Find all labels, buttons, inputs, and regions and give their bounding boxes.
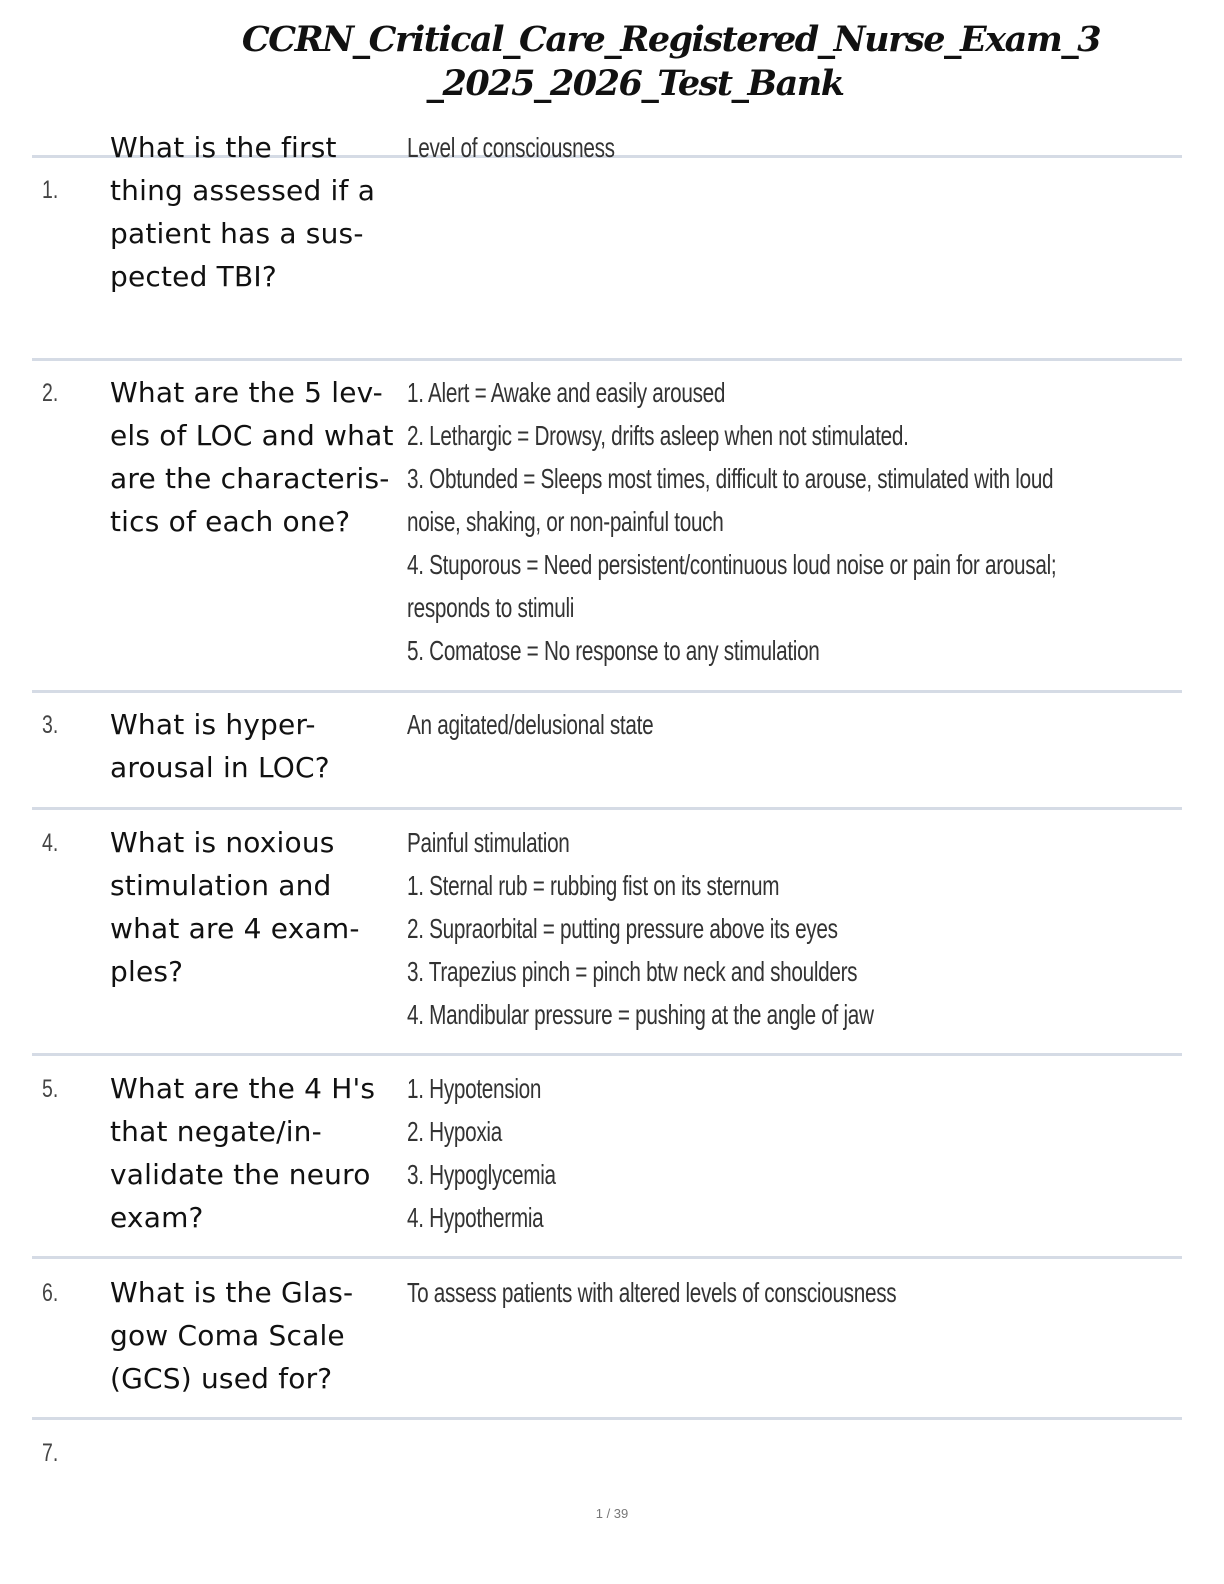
row-divider (32, 1053, 1182, 1056)
page-indicator: 1 / 39 (595, 1506, 629, 1521)
answer-text (407, 1067, 1147, 1239)
item-number: 6. (42, 1279, 59, 1307)
answer-line: 4. Mandibular pressure = pushing at the angle of jaw (407, 999, 874, 1030)
question-text: What is hyper-arousal in LOC? (110, 708, 330, 784)
answer-line: 2. Supraorbital = putting pressure above its eyes (407, 913, 838, 944)
answer-text (407, 1271, 1147, 1314)
question-text: What is the first thing assessed if a patient has a sus-pected TBI? (110, 131, 376, 293)
answer-line: 2. Lethargic = Drowsy, drifts asleep when not stimulated. (407, 420, 909, 451)
row-divider (32, 1256, 1182, 1259)
title-line-1: CCRN_Critical_Care_Registered_Nurse_Exam_3 (241, 19, 1101, 60)
answer-line: 1. Hypotension (407, 1073, 542, 1104)
answer-text (407, 371, 1147, 672)
answer-text (407, 703, 1147, 746)
answer-text (407, 821, 1147, 1036)
question-text: What is the Glas-gow Coma Scale (GCS) used for? (110, 1276, 354, 1395)
row-divider (32, 690, 1182, 693)
question-text: What are the 4 H's that negate/in-validate the neuro exam? (110, 1072, 376, 1234)
item-number: 4. (42, 829, 59, 857)
title-line-2: _2025_2026_Test_Bank (426, 63, 844, 104)
answer-line: 4. Hypothermia (407, 1202, 544, 1233)
item-number: 5. (42, 1075, 59, 1103)
answer-line: 4. Stuporous = Need persistent/continuous loud noise or pain for arousal; (407, 549, 1057, 580)
answer-line: 3. Obtunded = Sleeps most times, difficult to arouse, stimulated with loud (407, 463, 1054, 494)
question-text: What is noxious stimulation and what are 4 exam-ples? (110, 826, 360, 988)
question-text: What are the 5 lev-els of LOC and what are the characteris-tics of each one? (110, 376, 394, 538)
answer-line: Level of consciousness (407, 132, 615, 163)
row-divider (32, 358, 1182, 361)
answer-line: 5. Comatose = No response to any stimulation (407, 635, 820, 666)
item-number: 3. (42, 711, 59, 739)
answer-line: An agitated/delusional state (407, 709, 654, 740)
item-number: 1. (42, 176, 59, 204)
answer-line: 1. Alert = Awake and easily aroused (407, 377, 726, 408)
answer-line: noise, shaking, or non-painful touch (407, 506, 724, 537)
answer-line: 2. Hypoxia (407, 1116, 502, 1147)
item-number: 2. (42, 379, 59, 407)
row-divider (32, 807, 1182, 810)
answer-line: 3. Hypoglycemia (407, 1159, 556, 1190)
answer-line: 3. Trapezius pinch = pinch btw neck and shoulders (407, 956, 858, 987)
answer-line: Painful stimulation (407, 827, 570, 858)
answer-line: responds to stimuli (407, 592, 575, 623)
answer-text (407, 126, 1147, 169)
answer-line: 1. Sternal rub = rubbing fist on its sternum (407, 870, 780, 901)
answer-line: To assess patients with altered levels of consciousness (407, 1277, 897, 1308)
document-title (0, 18, 1224, 106)
item-number: 7. (42, 1439, 59, 1467)
row-divider (32, 1417, 1182, 1420)
